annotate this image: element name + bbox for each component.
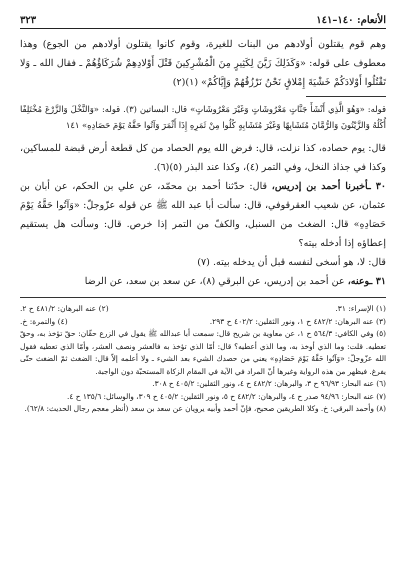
footnote-4: (٤) والتمرة: خ.: [20, 317, 68, 326]
footnote-1: (١) الإسراء: ٣١.: [335, 304, 386, 313]
separator: [306, 96, 386, 97]
footnote-row-1: [20, 302, 386, 315]
hadith-31: [20, 272, 386, 291]
hadith-31-head: وعنه،: [347, 276, 370, 287]
footnote-3: (٣) عنه البرهان: ٤٨٢/٢ ح ١، ونور الثقلين: ٤٠٢/٢ ح ٢٩٣.: [209, 317, 386, 326]
page-header: [20, 12, 386, 26]
footnote-5: (٥) وفي الكافي: ٥٦٤/٣ ح ١، عن معاوية بن شريح قال: سمعت أبا عبدالله ﷺ يقول في الزرع حقّان: حقّ تؤخذ به، وحقّ تعطيه. قلت: وما الذي أوخذ به، وما الذي أعطيه؟ قال: أمّا الذي تؤخذ به فالعشر ونصف العشر، وأمّا الذي تعطيه فقول الله عزّوجلّ: «وَآتُوا حَقَّهُ يَوْمَ حَصَادِهِ» يعني من حصدك الشيء بعد الشيء ـ ولا أعلمه إلاّ قال: الضغث ثمّ الضغث حتّى يفرغ. فيظهر من هذه الرواية وغيرها أنّ المراد في الآية في المقام الزكاة المستحبّة دون الواجبة.: [20, 329, 386, 376]
hadith-31-number: ٣١ ـ: [369, 276, 386, 287]
page: [20, 12, 386, 578]
paragraph-1: وهم قوم يقتلون أولادهم من البنات للغيرة، وقوم كانوا يقتلون أولادهم من الجوع) وهذا معطوف على قوله: «وَكَذَلِكَ زَيَّنَ لِكَثِيرٍ مِنَ الْمُشْرِكِينَ قَتْلَ أَوْلادِهِمْ شُرَكَاؤُهُمْ ـ فقال الله ـ وَلا تَقْتُلُوا أَوْلادَكُمْ خَشْيَةَ إِمْلاقٍ نَحْنُ نَرْزُقُهُمْ وَإِيَّاكُمْ» (١)(٢): [20, 39, 386, 88]
paragraph-3: قال: يوم حصاده، كذا نزلت، قال: فرض الله يوم الحصاد من كل قطعة أرض قبضة للمساكين، وكذا في جذاذ النخل، وفي التمر (٤)، وكذا عند البذر (٥)(٦).: [20, 143, 386, 173]
hadith-30-head: أخبرنا أحمد بن إدريس،: [271, 181, 368, 192]
footnote-8: (٨) وأحمد البرقي: خ. وكلا الطريقين صحيح، فإنّ أحمد وأبيه يرويان عن سعد بن سعد (أنظر معجم رجال الحديث: ٦٢/٨).: [24, 404, 386, 413]
footnote-6: (٦) عنه البحار: ٩٦/٩٣ ح ٣، والبرهان: ٤٨٢/٢ ح ٤، ونور الثقلين: ٤٠٥/٢ ح ٣٠٨.: [152, 379, 386, 388]
hadith-30-text: قال: حدّثنا أحمد بن محمّد، عن علي بن الحكم، عن أبان بن عثمان، عن شعيب العقرقوفي، قال: سألت أبا عبد الله ﷺ عن قوله عزّوجلّ: «وَآتُوا حَقَّهُ يَوْمَ حَصَادِهِ» قال: الضغث من السنبل، والكفّ من التمر إذا خرص. قال: وسألت هل يستقيم إعطاؤه إذا أدخله بيته؟: [20, 181, 386, 249]
hadith-30-number: ٣٠ ـ: [367, 181, 387, 192]
hadith-30: [20, 177, 386, 253]
paragraph-5: قال: لا، هو أسخى لنفسه قبل أن يدخله بيته. (٧): [197, 257, 386, 268]
footnote-2: (٢) عنه البرهان: ٤٨١/٢ ح ٢.: [20, 304, 109, 313]
footnote-rule: [20, 297, 386, 298]
hadith-31-text: عن أحمد بن إدريس، عن البرقي (٨)، عن سعد بن سعد، عن الرضا: [84, 276, 348, 287]
page-number: ٣٢٣: [20, 15, 37, 26]
footnote-row-2: [20, 315, 386, 328]
surah-title: الأنعام: ١٤٠–١٤١: [316, 15, 386, 26]
header-rule: [20, 28, 386, 29]
footnote-7: (٧) عنه البحار: ٩٤/٩٦ صدر ح ٤، والبرهان: ٤٨٢/٢ ح ٥، ونور الثقلين: ٤٠٥/٢ ح ٣٠٩، والوسائل: ١٣٥/٦ ح ٤.: [67, 391, 386, 401]
paragraph-2: قوله: «وَهُوَ الَّذِي أَنْشَأَ جَنَّاتٍ مَعْرُوشَاتٍ وَغَيْرَ مَعْرُوشَاتٍ» قال: البساتين (٣). قوله: «وَالنَّخْلَ وَالزَّرْعَ مُخْتَلِفًا أُكُلُهُ وَالزَّيْتُونَ وَالرُّمَّانَ مُتَشَابِهًا وَغَيْرَ مُتَشَابِهٍ كُلُوا مِنْ ثَمَرِهِ إِذَا أَثْمَرَ وَآتُوا حَقَّهُ يَوْمَ حَصَادِهِ» ١٤١: [20, 104, 386, 130]
